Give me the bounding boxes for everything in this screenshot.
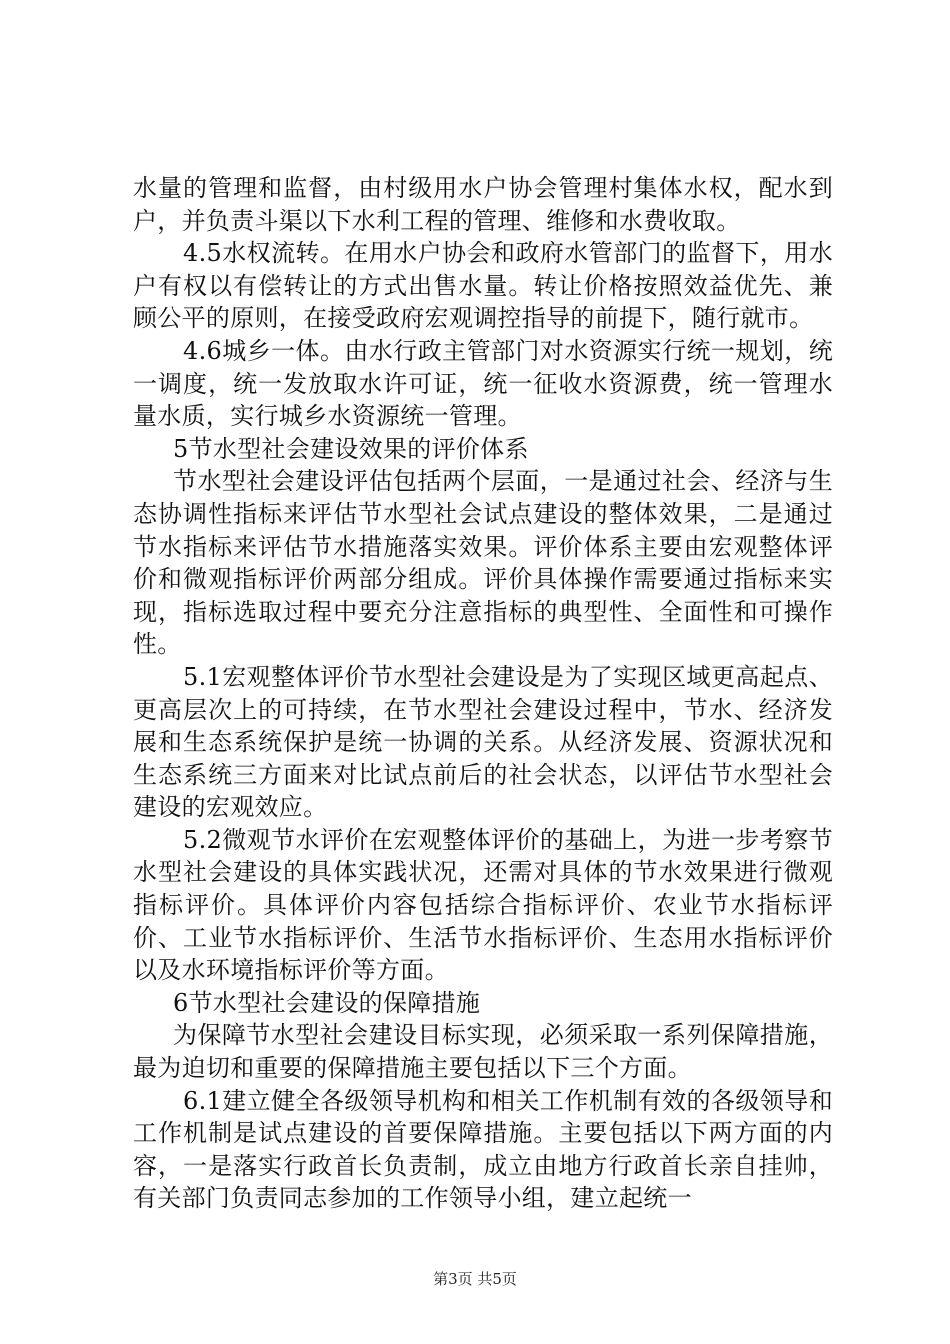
- paragraph-micro-evaluation: 5.2微观节水评价在宏观整体评价的基础上，为进一步考察节水型社会建设的具体实践状况，还需对具体的节水效果进行微观指标评价。具体评价内容包括综合指标评价、农业节水指标评价、工业节水指标评价、生活节水指标评价、生态用水指标评价以及水环境指标评价等方面。: [133, 825, 833, 985]
- paragraph-water-rights-transfer: 4.5水权流转。在用水户协会和政府水管部门的监督下，用水户有权以有偿转让的方式出售水量。转让价格按照效益优先、兼顾公平的原则，在接受政府宏观调控指导的前提下，随行就市。: [133, 239, 833, 333]
- paragraph-safeguard-intro: 为保障节水型社会建设目标实现，必须采取一系列保障措施，最为迫切和重要的保障措施主要包括以下三个方面。: [133, 1021, 833, 1083]
- paragraph-macro-evaluation: 5.1宏观整体评价节水型社会建设是为了实现区域更高起点、更高层次上的可持续，在节水型社会建设过程中，节水、经济发展和生态系统保护是统一协调的关系。从经济发展、资源状况和生态系统三方面来对比试点前后的社会状态，以评估节水型社会建设的宏观效应。: [133, 662, 833, 822]
- paragraph-evaluation-overview: 节水型社会建设评估包括两个层面，一是通过社会、经济与生态协调性指标来评估节水型社会试点建设的整体效果，二是通过节水指标来评估节水措施落实效果。评价体系主要由宏观整体评价和微观指标评价两部分组成。评价具体操作需要通过指标来实现，指标选取过程中要充分注意指标的典型性、全面性和可操作性。: [133, 467, 833, 659]
- section-heading-evaluation-system: 5节水型社会建设效果的评价体系: [173, 434, 529, 463]
- paragraph-leadership-mechanism: 6.1建立健全各级领导机构和相关工作机制有效的各级领导和工作机制是试点建设的首要保障措施。主要包括以下两方面的内容，一是落实行政首长负责制，成立由地方行政首长亲自挂帅，有关部门负责同志参加的工作领导小组，建立起统一: [133, 1086, 833, 1213]
- page-number-label: 第3页 共5页: [433, 1270, 517, 1288]
- page-footer: [0, 1269, 950, 1289]
- document-body: [133, 172, 833, 1215]
- section-heading-safeguard-measures: 6节水型社会建设的保障措施: [173, 988, 481, 1017]
- paragraph-urban-rural-integration: 4.6城乡一体。由水行政主管部门对水资源实行统一规划，统一调度，统一发放取水许可证，统一征收水资源费，统一管理水量水质，实行城乡水资源统一管理。: [133, 336, 833, 431]
- paragraph-continuation: 水量的管理和监督，由村级用水户协会管理村集体水权，配水到户，并负责斗渠以下水利工程的管理、维修和水费收取。: [133, 174, 833, 235]
